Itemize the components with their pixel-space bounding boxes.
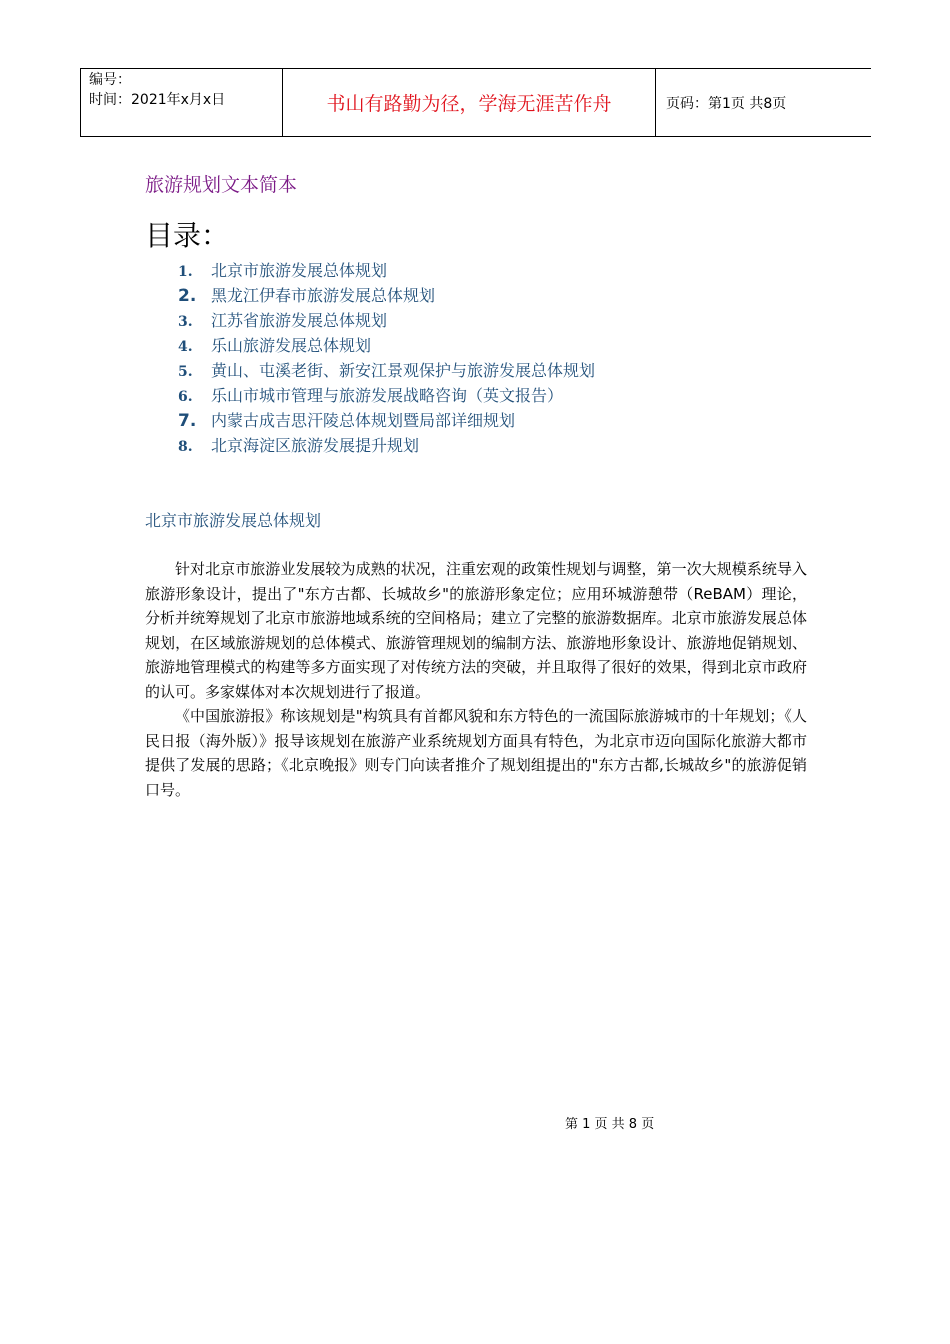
table-of-contents xyxy=(178,258,595,458)
toc-heading: 目录： xyxy=(145,219,230,252)
motto: 书山有路勤为径，学海无涯苦作舟 xyxy=(283,69,656,136)
body-paragraph: 针对北京市旅游业发展较为成熟的状况，注重宏观的政策性规划与调整，第一次大规模系统导入旅游形象设计，提出了"东方古都、长城故乡"的旅游形象定位；应用环城游憩带（ReBAM）理论，分析并统筹规划了北京市旅游地域系统的空间格局；建立了完整的旅游数据库。北京市旅游发展总体规划，在区域旅游规划的总体模式、旅游管理规划的编制方法、旅游地形象设计、旅游地促销规划、旅游地管理模式的构建等多方面实现了对传统方法的突破，并且取得了很好的效果，得到北京市政府的认可。多家媒体对本次规划进行了报道。 xyxy=(145,560,807,701)
toc-item[interactable] xyxy=(178,308,595,333)
header-page-label: 页码：第1页 共8页 xyxy=(666,95,787,112)
toc-item-label: 北京市旅游发展总体规划 xyxy=(211,261,388,280)
toc-item-number: 6. xyxy=(178,389,193,405)
serial-number-label: 编号： xyxy=(89,72,131,88)
toc-item-label: 北京海淀区旅游发展提升规划 xyxy=(211,436,420,455)
toc-item-label: 乐山旅游发展总体规划 xyxy=(211,336,372,355)
toc-item-label: 江苏省旅游发展总体规划 xyxy=(211,311,388,330)
toc-item-label: 黄山、屯溪老街、新安江景观保护与旅游发展总体规划 xyxy=(211,361,596,380)
toc-item[interactable] xyxy=(178,283,595,308)
toc-item[interactable] xyxy=(178,383,595,408)
body-paragraph: 《中国旅游报》称该规划是"构筑具有首都风貌和东方特色的一流国际旅游城市的十年规划；《人民日报（海外版）》报导该规划在旅游产业系统规划方面具有特色，为北京市迈向国际化旅游大都市提供了发展的思路；《北京晚报》则专门向读者推介了规划组提出的"东方古都,长城故乡"的旅游促销口号。 xyxy=(145,707,807,799)
header-info-cell xyxy=(81,69,283,136)
toc-item-number: 2. xyxy=(178,286,197,306)
toc-item[interactable] xyxy=(178,333,595,358)
section-heading: 北京市旅游发展总体规划 xyxy=(145,511,322,530)
toc-item-number: 3. xyxy=(178,314,193,330)
toc-item[interactable] xyxy=(178,408,595,433)
toc-item-number: 5. xyxy=(178,364,193,380)
toc-item-number: 8. xyxy=(178,439,193,455)
toc-item-number: 1. xyxy=(178,264,193,280)
time-label: 时间：2021年x月x日 xyxy=(89,92,226,108)
toc-item-label: 黑龙江伊春市旅游发展总体规划 xyxy=(211,286,436,305)
document-title: 旅游规划文本简本 xyxy=(145,174,298,196)
toc-item-label: 内蒙古成吉思汗陵总体规划暨局部详细规划 xyxy=(211,411,516,430)
toc-item-label: 乐山市城市管理与旅游发展战略咨询（英文报告） xyxy=(211,386,564,405)
toc-item[interactable] xyxy=(178,433,595,458)
header-table xyxy=(80,68,871,137)
toc-item-number: 4. xyxy=(178,339,193,355)
page-footer: 第 1 页 共 8 页 xyxy=(565,1117,655,1132)
section-body xyxy=(145,557,807,802)
toc-item-number: 7. xyxy=(178,411,197,431)
toc-item[interactable] xyxy=(178,358,595,383)
toc-item[interactable] xyxy=(178,258,595,283)
